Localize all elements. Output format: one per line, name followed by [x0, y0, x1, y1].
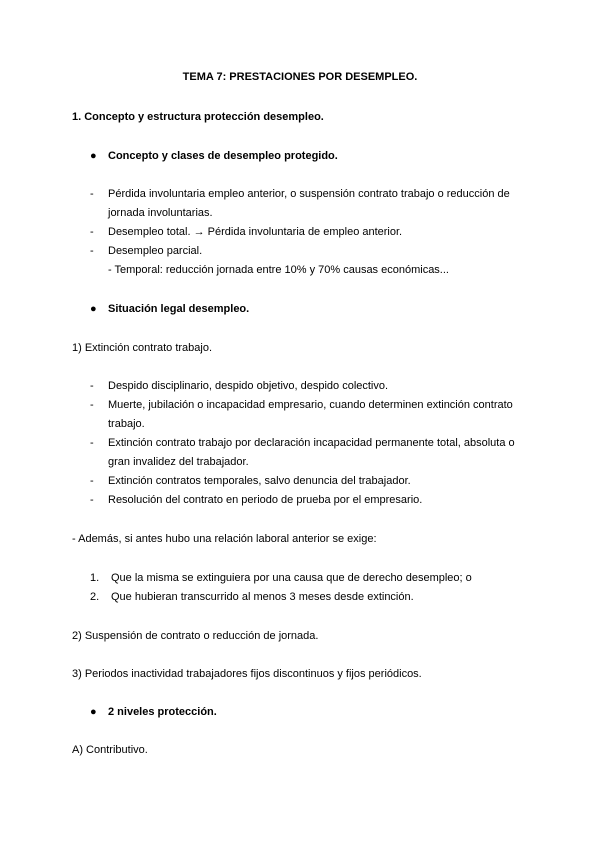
dash-marker: -	[90, 494, 94, 506]
bullet-icon: ●	[90, 706, 97, 718]
bullet-icon: ●	[90, 303, 97, 315]
dash-marker: -	[90, 399, 94, 411]
numbered-subheading: 1) Extinción contrato trabajo.	[72, 342, 213, 354]
list-item: Extinción contrato trabajo por declaración incapacidad permanente total, absoluta o	[108, 437, 515, 449]
numbered-subheading: 3) Periodos inactividad trabajadores fijos discontinuos y fijos periódicos.	[72, 668, 422, 680]
numbered-subheading: 2) Suspensión de contrato o reducción de jornada.	[72, 630, 319, 642]
list-item: Resolución del contrato en periodo de prueba por el empresario.	[108, 494, 423, 506]
list-item-continuation: trabajo.	[108, 418, 145, 430]
dash-marker: -	[90, 226, 94, 238]
dash-marker: -	[90, 475, 94, 487]
list-item-continuation: - Temporal: reducción jornada entre 10% y 70% causas económicas...	[108, 264, 449, 276]
list-item: Desempleo parcial.	[108, 245, 203, 257]
numbered-item: Que la misma se extinguiera por una causa que de derecho desempleo; o	[111, 572, 472, 584]
lettered-subheading: A) Contributivo.	[72, 744, 148, 756]
dash-marker: -	[90, 380, 94, 392]
list-item: Desempleo total. → Pérdida involuntaria de empleo anterior.	[108, 226, 403, 238]
numbered-item: Que hubieran transcurrido al menos 3 meses desde extinción.	[111, 591, 414, 603]
list-item: Pérdida involuntaria empleo anterior, o suspensión contrato trabajo o reducción de	[108, 188, 510, 200]
dash-marker: -	[90, 245, 94, 257]
list-item-continuation: gran invalidez del trabajador.	[108, 456, 249, 468]
subsection-heading: 2 niveles protección.	[108, 706, 217, 718]
bullet-icon: ●	[90, 150, 97, 162]
section-heading: 1. Concepto y estructura protección desempleo.	[72, 111, 324, 123]
page-title: TEMA 7: PRESTACIONES POR DESEMPLEO.	[182, 71, 418, 83]
list-item: Extinción contratos temporales, salvo denuncia del trabajador.	[108, 475, 411, 487]
subsection-heading: Concepto y clases de desempleo protegido.	[108, 150, 338, 162]
list-item: Despido disciplinario, despido objetivo, despido colectivo.	[108, 380, 389, 392]
list-item: Muerte, jubilación o incapacidad empresario, cuando determinen extinción contrato	[108, 399, 513, 411]
subsection-heading: Situación legal desempleo.	[108, 303, 250, 315]
number-marker: 2.	[90, 591, 100, 603]
dash-marker: -	[90, 437, 94, 449]
note-text: - Además, si antes hubo una relación laboral anterior se exige:	[72, 533, 377, 545]
dash-marker: -	[90, 188, 94, 200]
list-item-continuation: jornada involuntarias.	[108, 207, 213, 219]
number-marker: 1.	[90, 572, 100, 584]
